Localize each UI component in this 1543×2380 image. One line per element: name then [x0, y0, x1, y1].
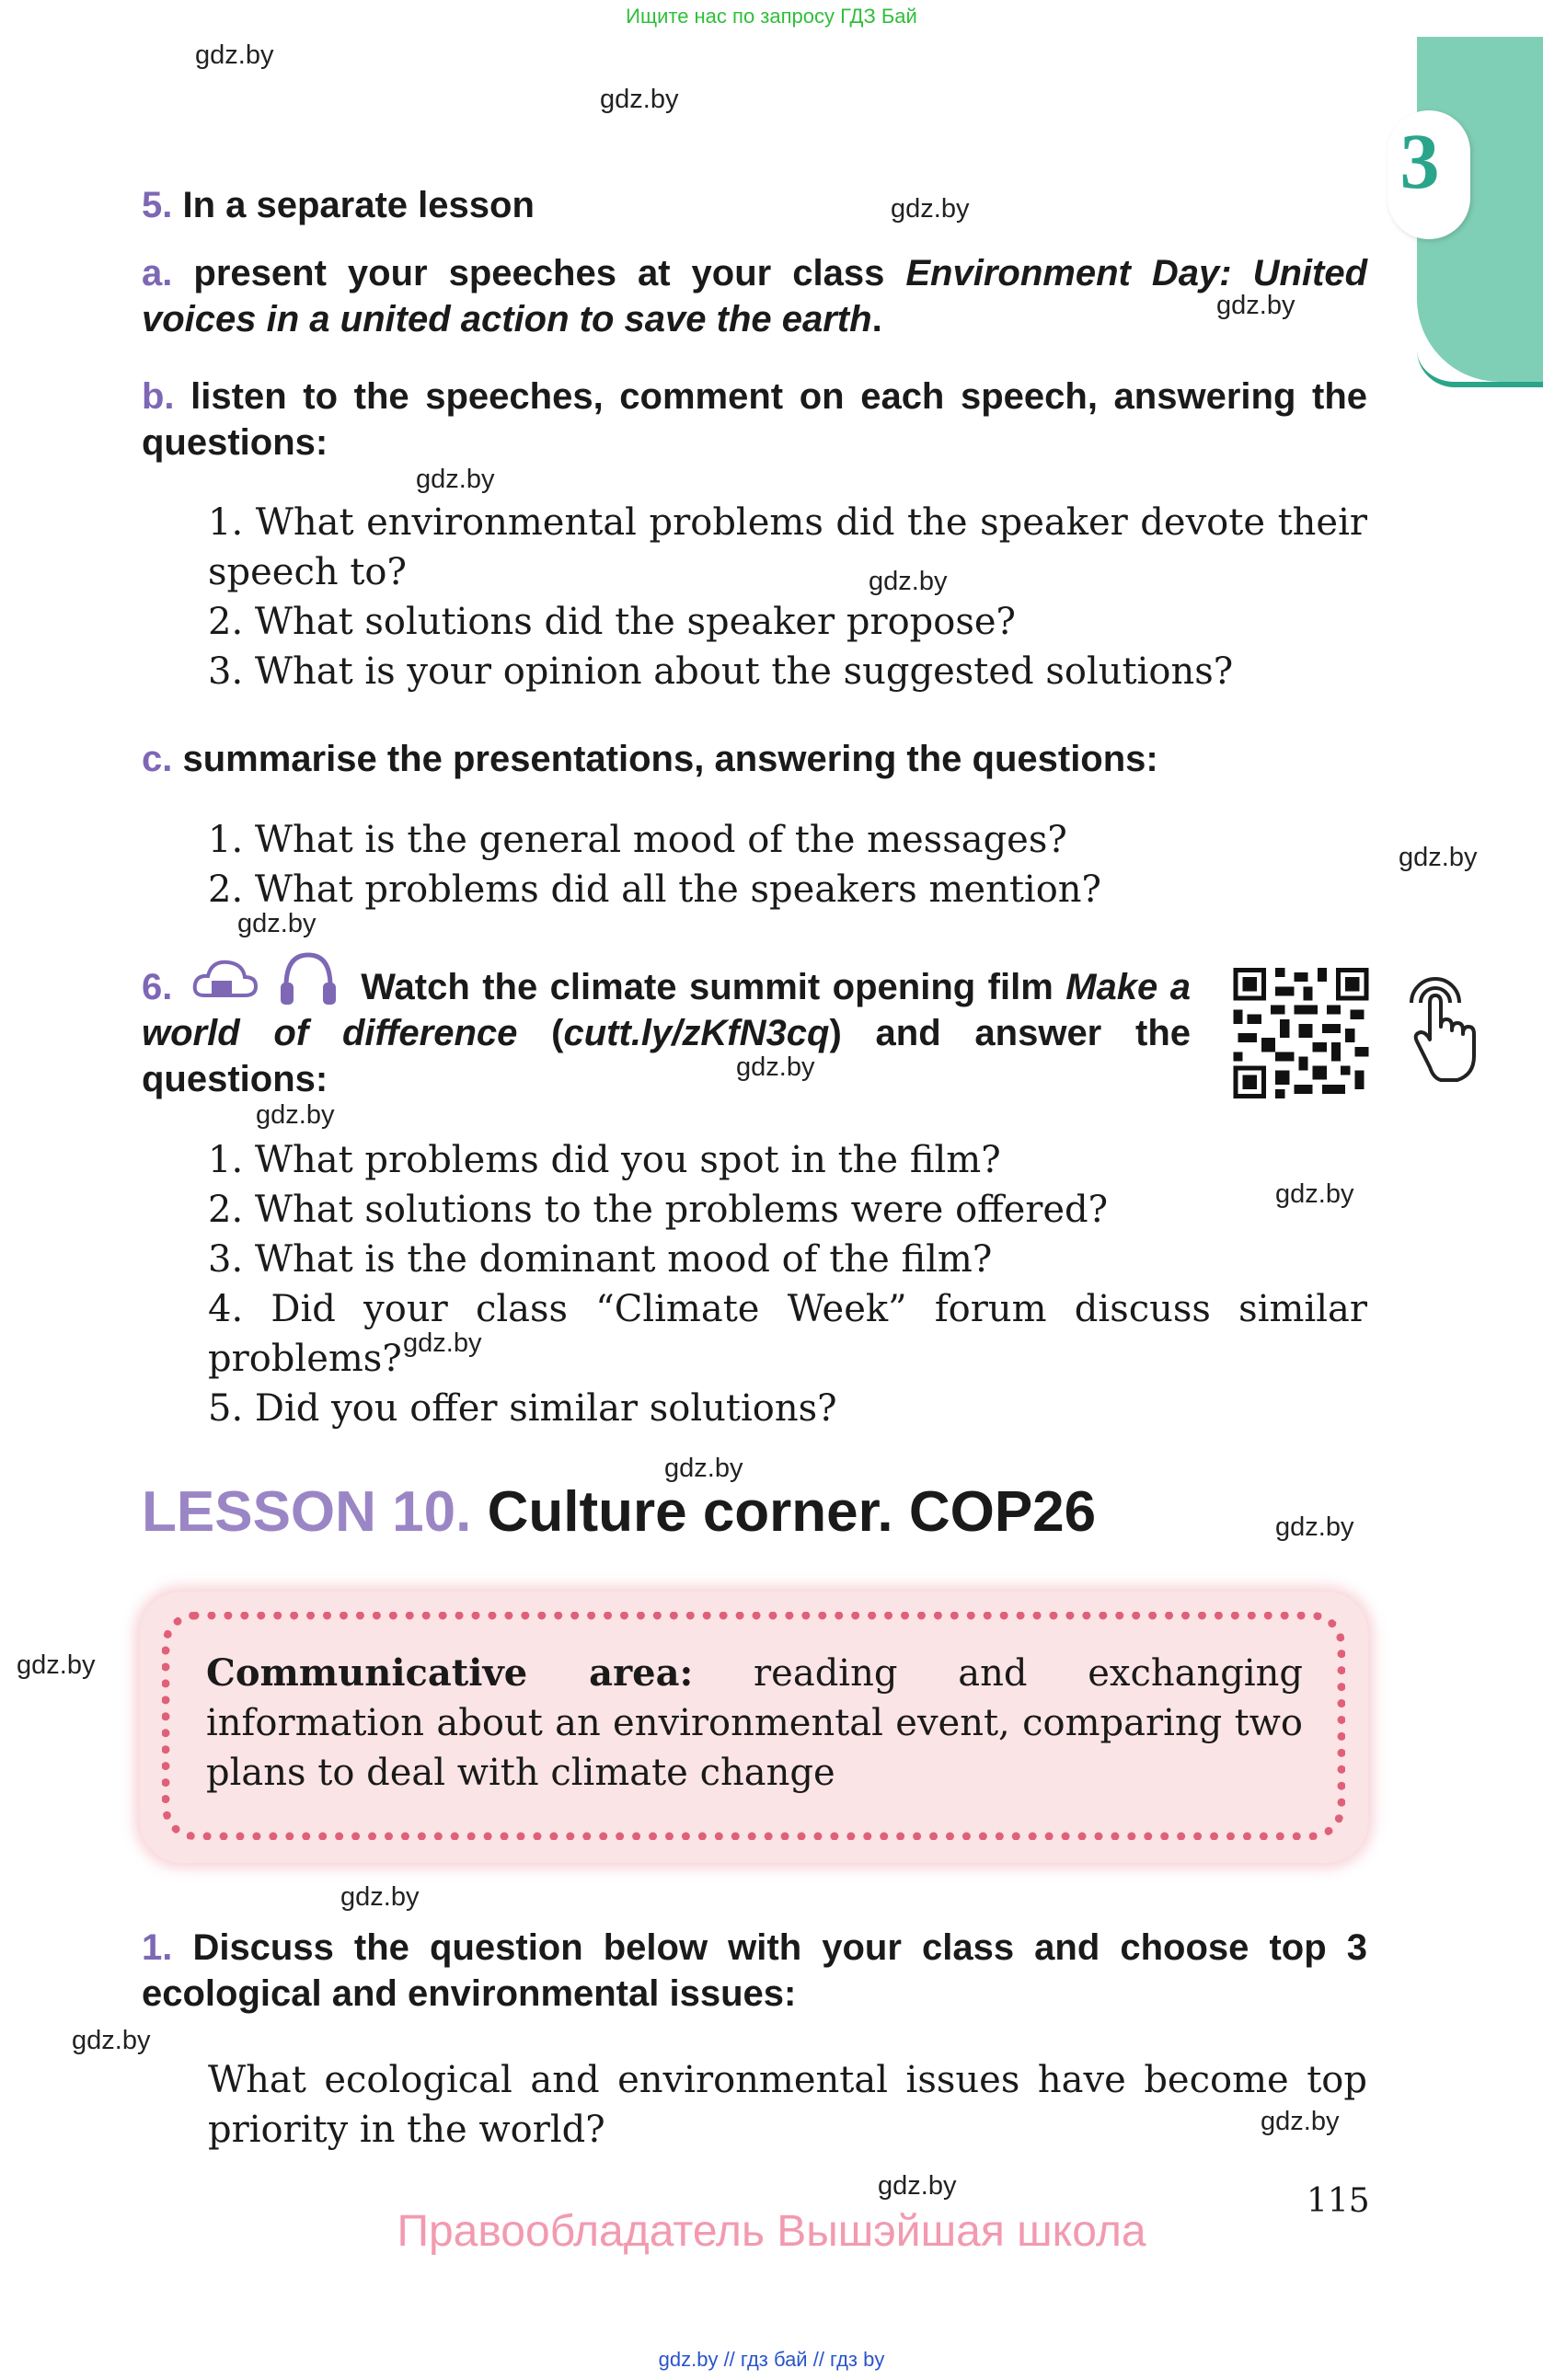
- page-number: 115: [1307, 2182, 1370, 2220]
- task-5-title: [142, 182, 1367, 228]
- copyright-note: Правообладатель Вышэйшая школа: [397, 2207, 1146, 2256]
- communicative-area-label: Communicative area:: [206, 1651, 694, 1695]
- question-item: 1. What problems did you spot in the film?: [208, 1139, 1001, 1181]
- subtask-letter: a.: [142, 253, 173, 293]
- lesson-title: Culture corner. COP26: [487, 1480, 1097, 1544]
- question-item: 2. What solutions to the problems were offered?: [208, 1189, 1109, 1231]
- question-item: 3. What is your opinion about the suggested solutions?: [208, 650, 1234, 693]
- question-item: 4. Did your class “Climate Week” forum discuss similar problems?: [208, 1288, 1367, 1380]
- question-item: 1. What is the general mood of the messages?: [208, 819, 1067, 861]
- watermark: gdz.by: [1399, 843, 1478, 872]
- task-number: 6.: [142, 967, 173, 1007]
- event-title: Environment Day: United voices in a united action to save the earth: [142, 253, 1367, 339]
- watermark: gdz.by: [736, 1052, 815, 1082]
- watermark: gdz.by: [256, 1100, 335, 1130]
- touch-hand-icon: [1399, 966, 1486, 1086]
- watermark: gdz.by: [403, 1328, 482, 1358]
- watermark: gdz.by: [1275, 1179, 1354, 1209]
- communicative-area-description: reading and exchanging information about an environmental event, comparing two plans to deal with climate change: [206, 1652, 1303, 1794]
- question-item: 5. Did you offer similar solutions?: [208, 1387, 837, 1430]
- watermark: gdz.by: [340, 1882, 420, 1912]
- cloud-icon: [195, 962, 256, 997]
- punctuation: .: [871, 299, 882, 339]
- question-item: 1. What environmental problems did the speaker devote their speech to?: [208, 501, 1367, 593]
- task-text: Discuss the question below with your class and choose top 3 ecological and environmental issues:: [142, 1927, 1367, 2014]
- task-5b: [142, 374, 1367, 466]
- task-text: Watch the climate summit opening film: [361, 967, 1066, 1007]
- watermark: gdz.by: [1275, 1512, 1354, 1542]
- task-number: 1.: [142, 1927, 173, 1968]
- task-6-questions: [142, 1135, 1367, 1433]
- headphones-icon: [281, 955, 336, 1005]
- watermark: gdz.by: [891, 194, 970, 224]
- lesson-number: LESSON 10.: [142, 1480, 472, 1544]
- watermark: gdz.by: [869, 567, 948, 596]
- question-item: 2. What problems did all the speakers mention?: [208, 868, 1101, 911]
- task-5c-questions: [142, 815, 1367, 914]
- media-icons: [191, 948, 357, 1012]
- subtask-letter: b.: [142, 376, 175, 417]
- task-1-question: [142, 2055, 1367, 2155]
- watermark: gdz.by: [1216, 291, 1295, 320]
- task-text: ) and answer the questions:: [142, 1013, 1192, 1099]
- watermark: gdz.by: [195, 40, 274, 70]
- task-5a: [142, 250, 1367, 342]
- watermark: gdz.by: [17, 1650, 96, 1680]
- task-text: (: [517, 1013, 564, 1053]
- communicative-area-text: [206, 1649, 1303, 1798]
- lesson-heading: [142, 1479, 1096, 1545]
- chapter-tab-edge: [1417, 350, 1543, 387]
- subtask-text: present your speeches at your class: [193, 253, 906, 293]
- chapter-number: 3: [1399, 117, 1440, 205]
- film-link[interactable]: cutt.ly/zKfN3cq: [563, 1013, 830, 1053]
- watermark: gdz.by: [878, 2171, 957, 2201]
- subtask-text: summarise the presentations, answering the questions:: [182, 739, 1158, 779]
- subtask-letter: c.: [142, 739, 173, 779]
- question-item: 3. What is the dominant mood of the film?: [208, 1238, 993, 1281]
- watermark: gdz.by: [1261, 2107, 1340, 2136]
- watermark: gdz.by: [664, 1454, 743, 1483]
- film-title: Make a world of difference: [142, 967, 1191, 1053]
- qr-code[interactable]: [1233, 968, 1369, 1098]
- watermark: gdz.by: [416, 465, 495, 494]
- task-1: [142, 1925, 1367, 2017]
- footer-note: gdz.by // гдз бай // гдз by: [658, 2348, 885, 2371]
- task-5c: [142, 736, 1367, 782]
- header-note: Ищите нас по запросу ГДЗ Бай: [626, 5, 917, 28]
- watermark: gdz.by: [72, 2026, 151, 2055]
- task-number: 5.: [142, 185, 173, 225]
- subtask-text: listen to the speeches, comment on each speech, answering the questions:: [142, 376, 1367, 463]
- question-item: What ecological and environmental issues have become top priority in the world?: [208, 2059, 1367, 2151]
- watermark: gdz.by: [600, 85, 679, 114]
- question-item: 2. What solutions did the speaker propose?: [208, 601, 1016, 643]
- task-title: In a separate lesson: [182, 185, 535, 225]
- watermark: gdz.by: [237, 909, 317, 938]
- task-5b-questions: [142, 498, 1367, 696]
